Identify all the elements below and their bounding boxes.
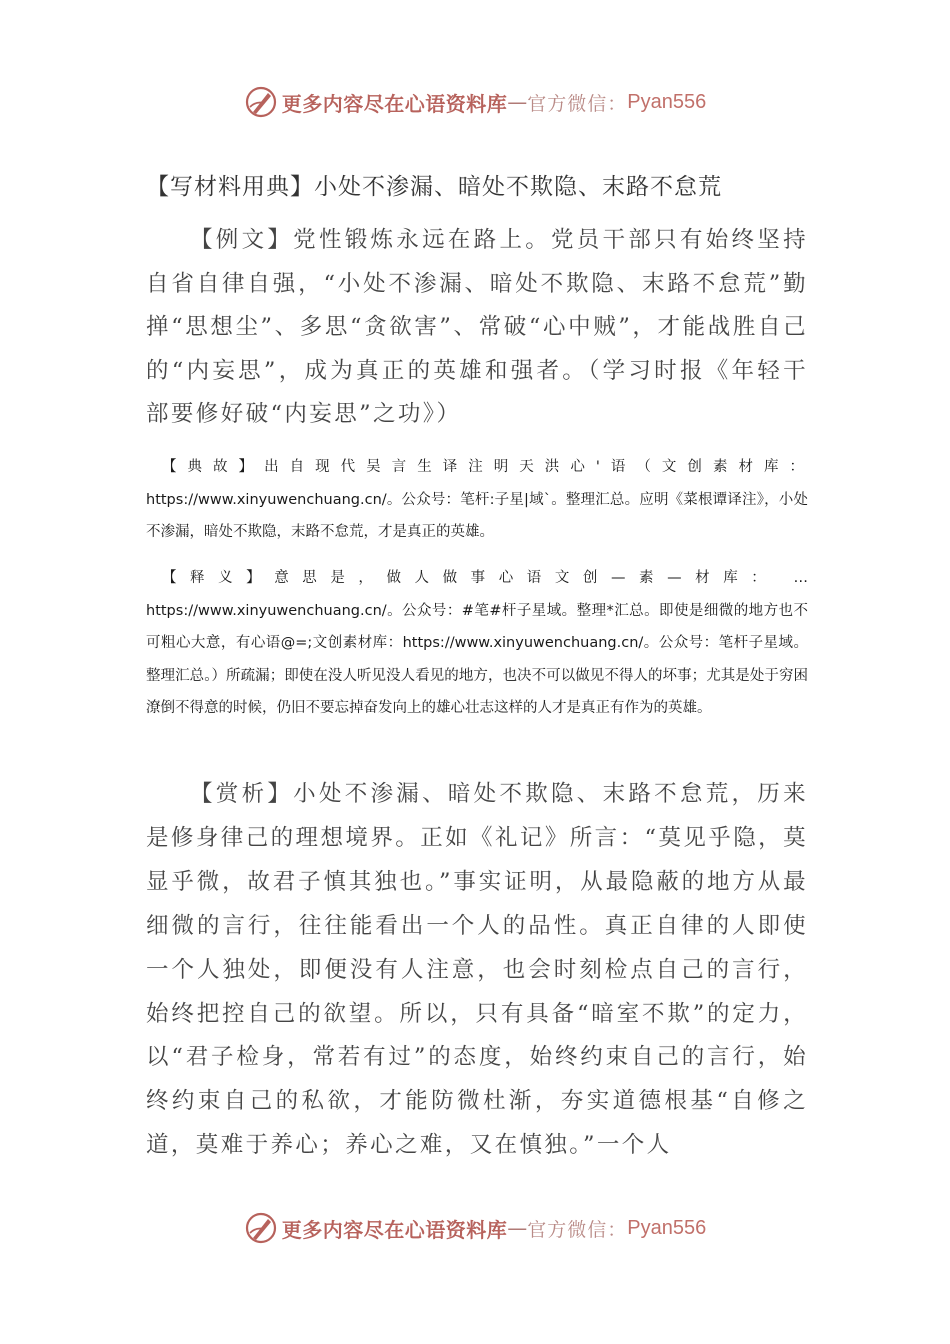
pen-logo-icon — [244, 85, 278, 119]
banner-separator: — — [507, 1216, 528, 1240]
analysis-text: 小处不渗漏、暗处不欺隐、末路不怠荒，历来是修身律己的理想境界。正如《礼记》所言：“莫见乎隐，莫显乎微，故君子慎其独也。”事实证明，从最隐蔽的地方从最细微的言行，往往能看出一个人的品性。真正自律的人即使一个人独处，即便没有人注意，也会时刻检点自己的言行，始终把控自己的欲望。所以，只有具备“暗室不欺”的定力，以“君子检身，常若有过”的态度，始终约束自己的言行，始终约束自己的私欲，才能防微杜渐，夯实道德根基“自修之道，莫难于养心；养心之难，又在慎独。”一个人 — [146, 781, 808, 1159]
banner-main-text: 更多内容尽在心语资料库 — [281, 1217, 508, 1242]
analysis-tag: 【赏析】 — [190, 781, 294, 807]
page-title: 【写材料用典】小处不渗漏、暗处不欺隐、末路不怠荒 — [146, 174, 722, 200]
pen-logo-icon — [244, 1211, 278, 1245]
banner-sub-text: 官方微信： — [527, 92, 628, 115]
meaning-text: … https://www.xinyuwenchuang.cn/。公众号：#笔#杆子星域。整理*汇总。即使是细微的地方也不可粗心大意，有心语@=;文创素材库：https://www.xinyuwenchuang.cn/。公众号：笔杆子星域。整理汇总。）所疏漏；即使在没人听见没人看见的地方，也决不可以做见不得人的坏事；尤其是处于穷困潦倒不得意的时候，仍旧不要忘掉奋发向上的雄心壮志这样的人才是真正有作为的英雄。 — [146, 570, 809, 717]
header-banner — [0, 82, 950, 122]
banner-wechat-id: Pyan556 — [627, 1216, 707, 1239]
analysis-paragraph — [146, 773, 808, 1168]
footer-banner — [0, 1208, 950, 1248]
banner-sub-text: 官方微信： — [527, 1218, 628, 1241]
allusion-paragraph — [146, 451, 808, 549]
meaning-head: 【释义】意思是，做人做事心语文创—素—材库： — [162, 570, 780, 586]
example-text: 党性锻炼永远在路上。党员干部只有始终坚持自省自律自强，“小处不渗漏、暗处不欺隐、末路不怠荒”勤掸“思想尘”、多思“贪欲害”、常破“心中贼”，才能战胜自己的“内妄思”，成为真正的英雄和强者。（学习时报《年轻干部要修好破“内妄思”之功》） — [146, 227, 808, 428]
banner-separator: — — [507, 90, 528, 114]
example-tag: 【例文】 — [190, 227, 294, 253]
example-paragraph — [146, 219, 808, 437]
allusion-text: https://www.xinyuwenchuang.cn/。公众号：笔杆:子星|域`。整理汇总。应明《菜根谭译注》，小处不渗漏，暗处不欺隐，末路不怠荒，才是真正的英雄。 — [146, 491, 808, 541]
banner-wechat-id: Pyan556 — [627, 90, 707, 113]
meaning-paragraph — [146, 562, 808, 725]
banner-main-text: 更多内容尽在心语资料库 — [281, 91, 508, 116]
allusion-head: 【典故】出自现代吴言生译注明天洪心'语（文创素材库： — [162, 459, 808, 475]
